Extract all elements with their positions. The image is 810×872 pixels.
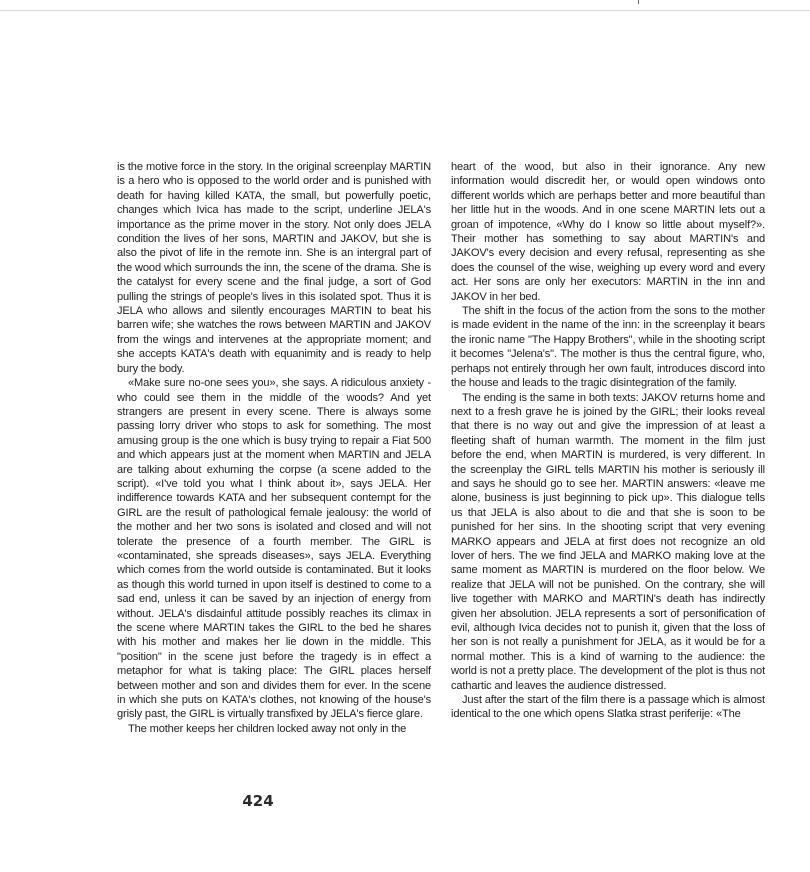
right-text-column (451, 160, 765, 722)
paragraph: is the motive force in the story. In the original screenplay MARTIN is a hero who is opposed to the world order and is punished with death for having killed KATA, the small, but powerfully poetic, changes which Ivica has made to the script, underline JELA's importance as the prime mover in the story. Not only does JELA condition the lives of her sons, MARTIN and JAKOV, but she is also the pivot of life in the remote inn. She is an intergral part of the wood which surrounds the inn, the scene of the drama. She is the catalyst for every scene and the final judge, a sort of God pulling the strings of people's lives in this isolated spot. Thus it is JELA who allows and silently encourages MARTIN to beat his barren wife; she watches the rows between MARTIN and JAKOV from the wings and intervenes at the appropriate moment; and she accepts KATA's death with equanimity and is ready to help bury the body. (117, 161, 431, 375)
paragraph: The mother keeps her children locked away not only in the (128, 722, 407, 735)
left-text-column (117, 160, 431, 736)
paragraph: The shift in the focus of the action from the sons to the mother is made evident in the name of the inn: in the screenplay it bears the ironic name "The Happy Brothers", while in the shooting script it becomes "Jelena's". The mother is thus the central figure, who, perhaps not entirely through her own fault, introduces discord into the house and leads to the tragic disintegration of the family. (451, 305, 765, 390)
paragraph: heart of the wood, but also in their ignorance. Any new information would discredit her, or would open windows onto different worlds which are perhaps better and more beautiful than her little hut in the woods. And in one scene MARTIN lets out a groan of impotence, «Why do I know so little about myself?». Their mother has something to say about MARTIN's and JAKOV's every decision and every refusal, representing as she does the counsel of the wise, weighing up every word and every act. Her sons are only her executors: MARTIN in the inn and JAKOV in her bed. (451, 161, 765, 303)
paragraph: Just after the start of the film there is a passage which is almost identical to the one which opens Slatka strast periferije: «The (451, 694, 765, 721)
page-number: 424 (242, 792, 274, 810)
paragraph: «Make sure no-one sees you», she says. A ridiculous anxiety - who could see them in the middle of the woods? And yet strangers are present in every scene. There is always some passing lorry driver who stops to ask for something. The most amusing group is the one which is busy trying to repair a Fiat 500 and which appears just at the moment when MARTIN and JELA are talking about exhuming the corpse (a scene added to the script). «I've told you what I think about it», says JELA. Her indifference towards KATA and her subsequent contempt for the GIRL are the result of pathological female jealousy: the world of the mother and her two sons is isolated and closed and will not tolerate the presence of a fourth member. The GIRL is «contaminated, she spreads diseases», says JELA. Everything which comes from the world outside is contaminated. But it looks as though this world turned in upon itself is destined to come to a sad end, unless it can be saved by an injection of energy from without. JELA's disdainful attitude possibly reaches its climax in the scene where MARTIN takes the GIRL to the bed he shares with his mother and makes her lie down in the middle. This "position" in the scene just before the tragedy is in effect a metaphor for what is taking place: The GIRL places herself between mother and son and divides them for ever. In the scene in which she puts on KATA's clothes, not knowing of the house's grisly past, the GIRL is virtually transfixed by JELA's fierce glare. (117, 377, 431, 721)
top-rule (0, 10, 810, 11)
paragraph: The ending is the same in both texts: JAKOV returns home and next to a fresh grave he is joined by the GIRL; their looks reveal that there is no way out and give the impression of at least a fleeting shaft of human warmth. The moment in the film just before the end, when MARTIN is murdered, is very different. In the screenplay the GIRL tells MARTIN his mother is seriously ill and says he should go to see her. MARTIN answers: «leave me alone, business is just beginning to pick up». This dialogue tells us that JELA is also about to die and that she is soon to be punished for her sins. In the shooting script that very evening MARKO appears and JELA at first does not recognize an old lover of hers. The we find JELA and MARKO making love at the same moment as MARTIN is murdered on the floor below. We realize that JELA will not be punished. On the contrary, she will live together with MARKO and MARTIN's death has indirectly given her absolution. JELA represents a sort of personification of evil, although Ivica decides not to punish it, given that the loss of her son is not really a punishment for JELA, as it would be for a normal mother. This is a kind of warning to the audience: the world is not a pretty place. The development of the plot is thus not cathartic and leaves the audience distressed. (451, 391, 765, 692)
top-tick-mark (638, 0, 639, 4)
